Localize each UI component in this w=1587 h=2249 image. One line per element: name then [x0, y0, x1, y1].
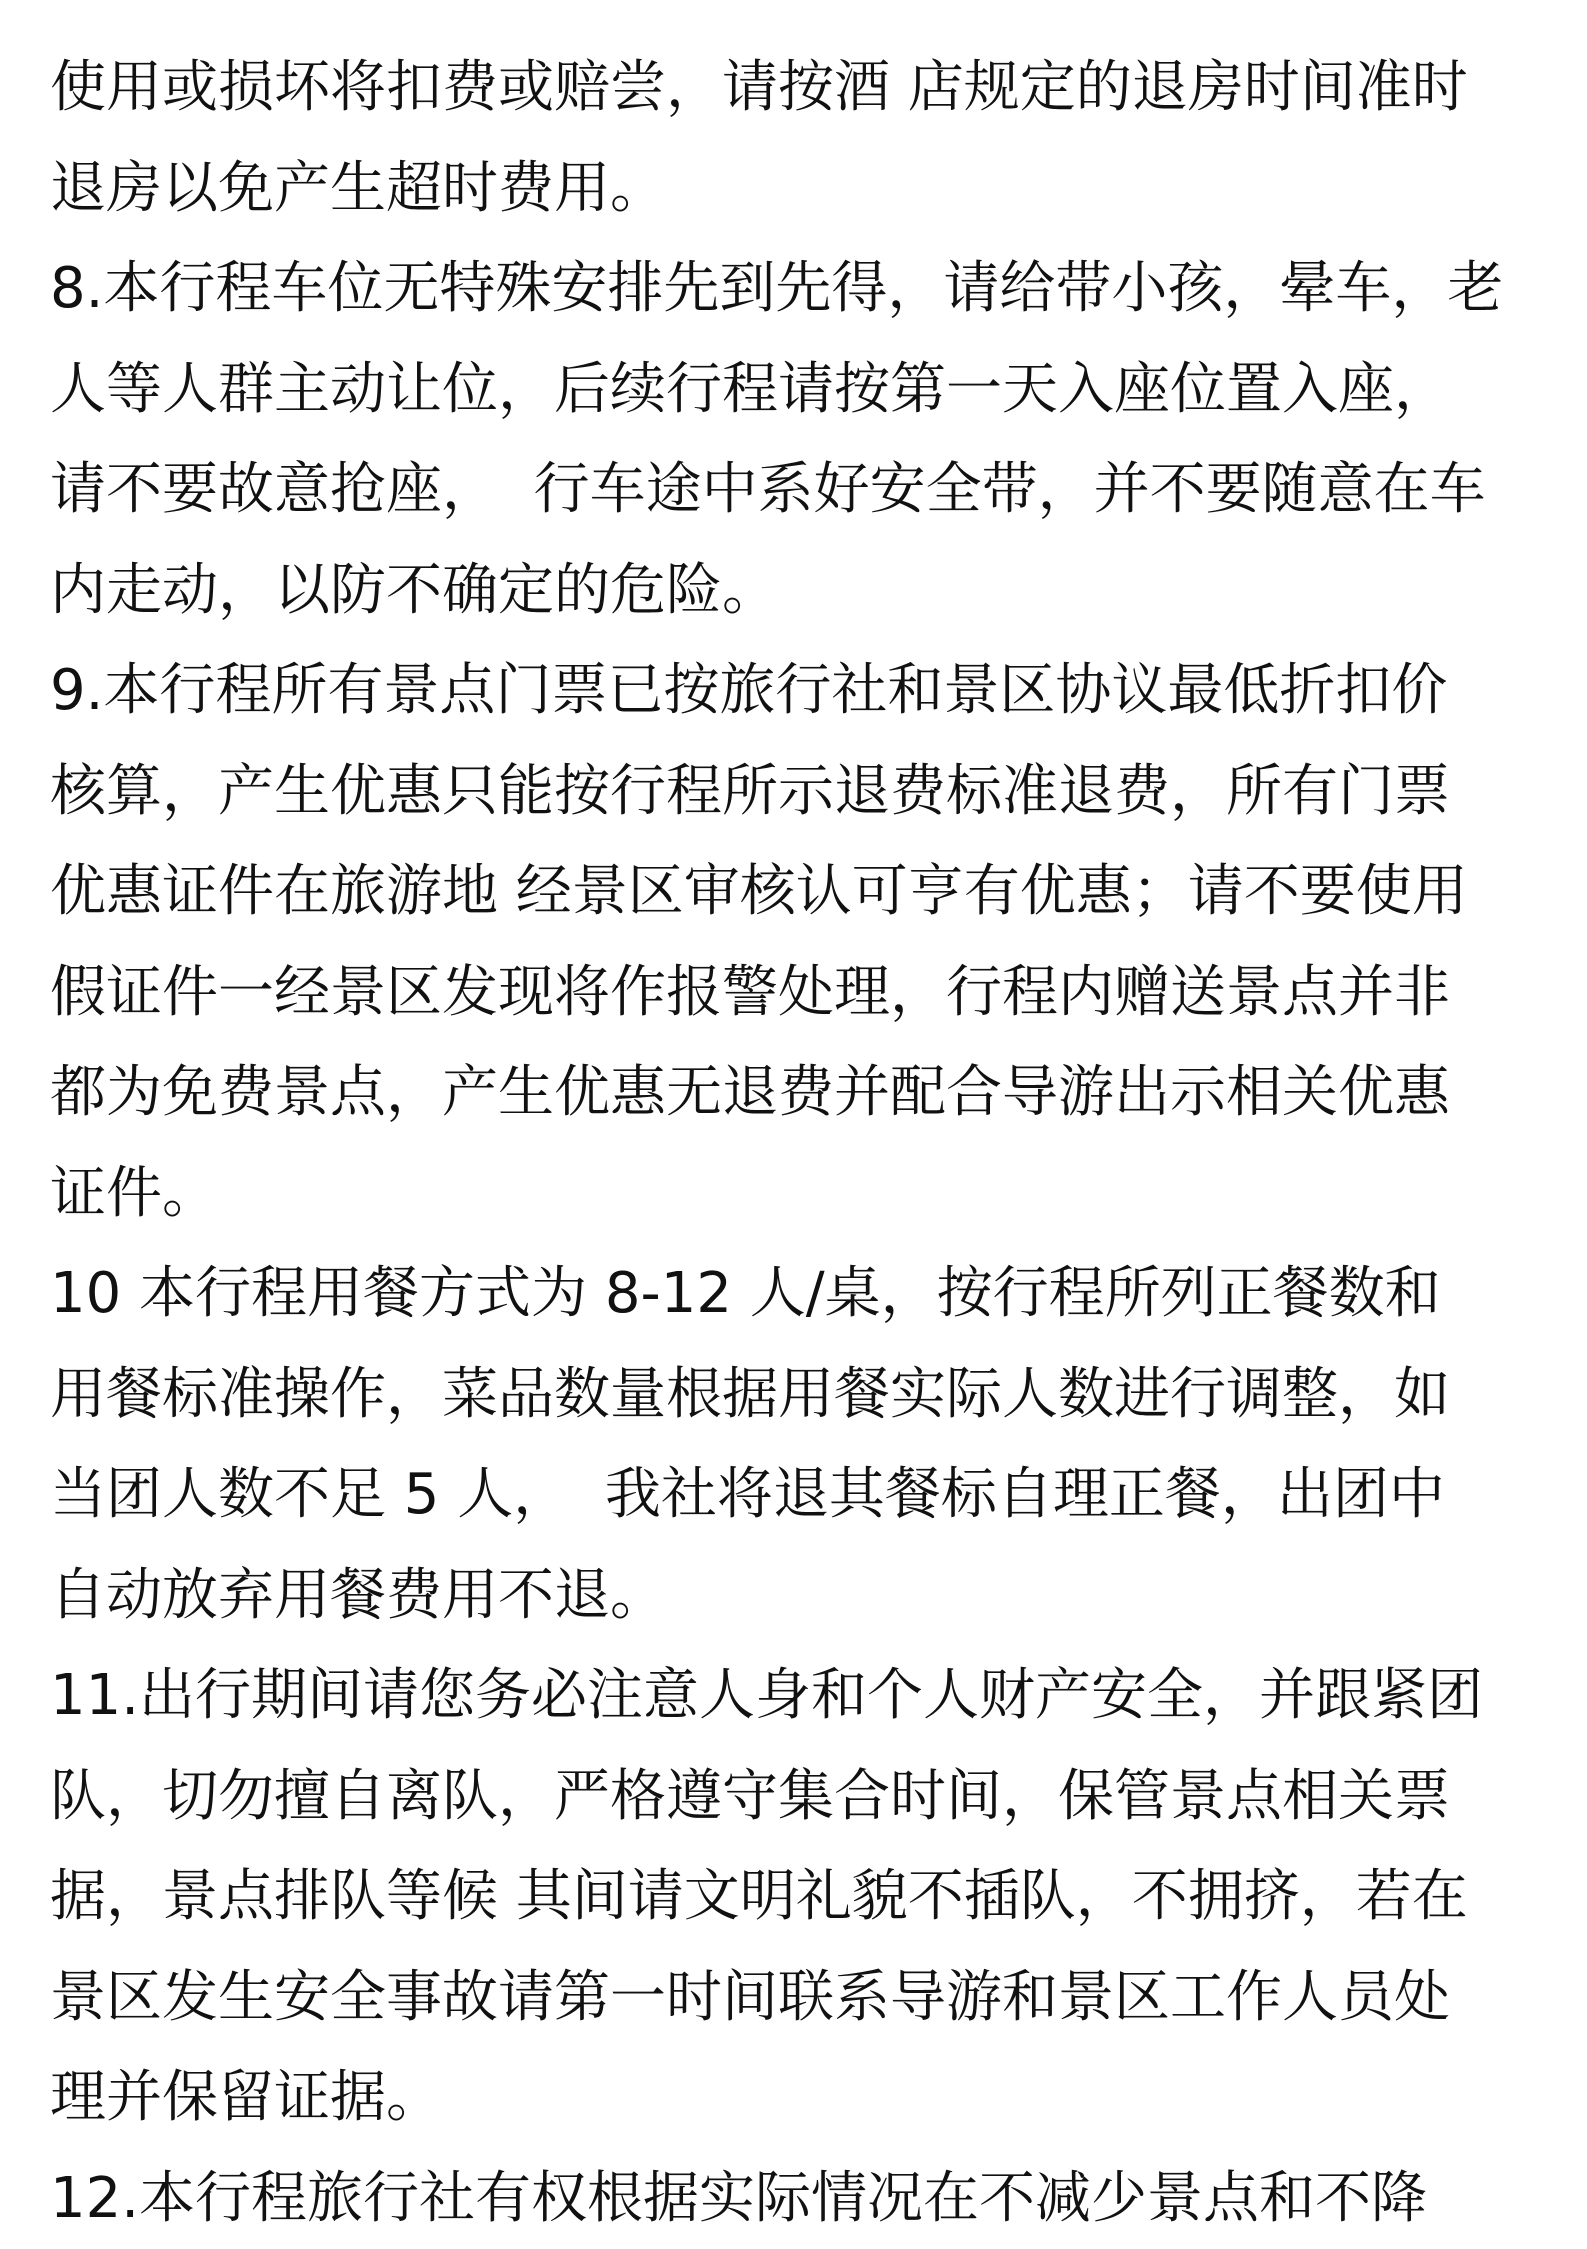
- text-line: 9.本行程所有景点门票已按旅行社和景区协议最低折扣价: [50, 641, 1560, 742]
- text-line: 优惠证件在旅游地 经景区审核认可亨有优惠；请不要使用: [50, 842, 1560, 943]
- text-line: 8.本行程车位无特殊安排先到先得，请给带小孩，晕车，老: [50, 239, 1560, 340]
- text-line: 请不要故意抢座， 行车途中系好安全带，并不要随意在车: [50, 440, 1560, 541]
- text-line: 证件。: [50, 1144, 1560, 1245]
- text-line: 用餐标准操作，菜品数量根据用餐实际人数进行调整，如: [50, 1345, 1560, 1446]
- text-line: 假证件一经景区发现将作报警处理，行程内赠送景点并非: [50, 943, 1560, 1044]
- text-line: 当团人数不足 5 人， 我社将退其餐标自理正餐，出团中: [50, 1445, 1560, 1546]
- text-line: 队，切勿擅自离队，严格遵守集合时间，保管景点相关票: [50, 1747, 1560, 1848]
- text-line: 11.出行期间请您务必注意人身和个人财产安全，并跟紧团: [50, 1646, 1560, 1747]
- text-line: 退房以免产生超时费用。: [50, 139, 1560, 240]
- text-line: 都为免费景点，产生优惠无退费并配合导游出示相关优惠: [50, 1043, 1560, 1144]
- document-body: [50, 38, 1560, 2249]
- text-line: 内走动，以防不确定的危险。: [50, 541, 1560, 642]
- text-line: 10 本行程用餐方式为 8-12 人/桌，按行程所列正餐数和: [50, 1244, 1560, 1345]
- text-line: 据，景点排队等候 其间请文明礼貌不插队，不拥挤，若在: [50, 1847, 1560, 1948]
- text-line: 人等人群主动让位，后续行程请按第一天入座位置入座，: [50, 340, 1560, 441]
- text-line: 理并保留证据。: [50, 2048, 1560, 2149]
- text-line: 12.本行程旅行社有权根据实际情况在不减少景点和不降: [50, 2149, 1560, 2249]
- text-line: 自动放弃用餐费用不退。: [50, 1546, 1560, 1647]
- text-line: 核算，产生优惠只能按行程所示退费标准退费，所有门票: [50, 742, 1560, 843]
- text-line: 使用或损坏将扣费或赔尝，请按酒 店规定的退房时间准时: [50, 38, 1560, 139]
- text-line: 景区发生安全事故请第一时间联系导游和景区工作人员处: [50, 1948, 1560, 2049]
